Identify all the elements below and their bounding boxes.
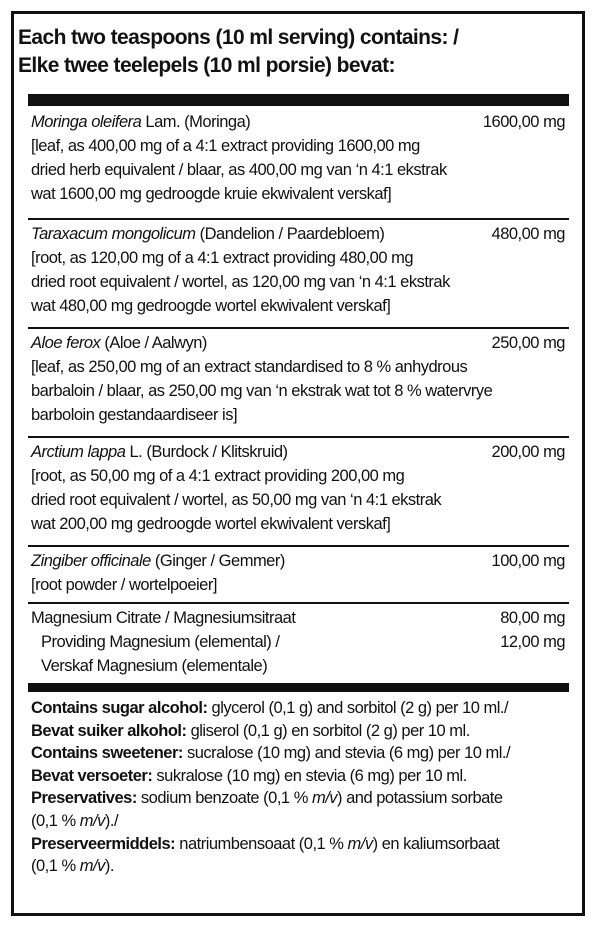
ingredient-detail: barbaloin / blaar, as 250,00 mg van ‘n ekstrak wat tot 8 % watervrye	[31, 382, 493, 400]
row-divider	[28, 218, 569, 220]
ingredient-sub-name: Providing Magnesium (elemental) /	[41, 633, 280, 651]
sugar-alcohol-en: Contains sugar alcohol: glycerol (0,1 g) and sorbitol (2 g) per 10 ml./	[31, 699, 509, 717]
ingredient-common-name: Lam. (Moringa)	[141, 113, 251, 131]
ingredient-zingiber	[31, 549, 569, 597]
ingredient-latin-name: Taraxacum mongolicum	[31, 225, 196, 243]
ingredient-detail: dried root equivalent / wortel, as 120,00 mg van ‘n 4:1 ekstrak	[31, 273, 450, 291]
ingredient-common-name: (Ginger / Gemmer)	[150, 552, 285, 570]
ingredient-detail: dried herb equivalent / blaar, as 400,00 mg van ‘n 4:1 ekstrak	[31, 161, 447, 179]
ingredient-detail: wat 480,00 mg gedroogde wortel ekwivalent verskaf]	[31, 297, 391, 315]
ingredient-arctium	[31, 440, 569, 536]
row-divider	[28, 545, 569, 547]
ingredient-detail: [root, as 120,00 mg of a 4:1 extract providing 480,00 mg	[31, 249, 413, 267]
preservatives-en: Preservatives: sodium benzoate (0,1 % m/v) and potassium sorbate	[31, 789, 503, 808]
ingredient-amount: 1600,00 mg	[482, 113, 565, 131]
ingredient-amount: 250,00 mg	[491, 334, 565, 352]
ingredient-detail: [root, as 50,00 mg of a 4:1 extract providing 200,00 mg	[31, 467, 405, 485]
ingredient-latin-name: Moringa oleifera	[31, 113, 142, 131]
ingredient-common-name: (Dandelion / Paardebloem)	[195, 225, 385, 243]
serving-heading	[18, 24, 558, 80]
row-divider	[28, 436, 569, 438]
ingredient-latin-name: Zingiber officinale	[31, 552, 151, 570]
ingredient-amount: 100,00 mg	[491, 552, 565, 570]
sweetener-af: Bevat versoeter: sukralose (10 mg) en stevia (6 mg) per 10 ml.	[31, 766, 467, 785]
ingredient-detail: [leaf, as 250,00 mg of an extract standardised to 8 % anhydrous	[31, 358, 468, 376]
ingredient-aloe	[31, 331, 569, 427]
ingredient-detail: wat 200,00 mg gedroogde wortel ekwivalent verskaf]	[31, 515, 391, 533]
row-divider	[28, 602, 569, 604]
ingredients-end-divider	[28, 683, 569, 692]
ingredient-detail: barboloin gestandaardiseer is]	[31, 406, 238, 424]
ingredient-sub-name: Verskaf Magnesium (elementale)	[41, 657, 268, 675]
ingredient-name: Magnesium Citrate / Magnesiumsitraat	[31, 609, 296, 627]
ingredient-detail: [leaf, as 400,00 mg of a 4:1 extract providing 1600,00 mg	[31, 137, 420, 155]
ingredient-latin-name: Arctium lappa	[31, 443, 126, 461]
ingredient-taraxacum	[31, 222, 569, 318]
sweetener-en: Contains sweetener: sucralose (10 mg) and stevia (6 mg) per 10 ml./	[31, 744, 511, 763]
ingredient-common-name: (Aloe / Aalwyn)	[100, 334, 207, 352]
ingredient-amount: 480,00 mg	[491, 225, 565, 243]
sugar-alcohol-af: Bevat suiker alkohol: gliserol (0,1 g) en sorbitol (2 g) per 10 ml.	[31, 721, 470, 740]
preservatives-en-cont: (0,1 % m/v)./	[31, 811, 119, 830]
ingredient-amount: 200,00 mg	[491, 443, 565, 461]
preservatives-af-cont: (0,1 % m/v).	[31, 857, 114, 876]
ingredient-detail: wat 1600,00 mg gedroogde kruie ekwivalent verskaf]	[31, 185, 392, 203]
heading-line-afrikaans: Elke twee teelepels (10 ml porsie) bevat:	[18, 54, 395, 77]
ingredient-sub-amount: 12,00 mg	[500, 633, 565, 651]
heading-divider	[28, 94, 569, 106]
ingredient-common-name: L. (Burdock / Klitskruid)	[125, 443, 288, 461]
ingredient-moringa	[31, 110, 569, 206]
ingredient-detail: dried root equivalent / wortel, as 50,00 mg van ‘n 4:1 ekstrak	[31, 491, 442, 509]
warnings-block	[31, 697, 571, 878]
ingredient-latin-name: Aloe ferox	[31, 334, 101, 352]
row-divider	[28, 327, 569, 329]
ingredient-magnesium	[31, 606, 569, 678]
ingredient-amount: 80,00 mg	[500, 609, 565, 627]
heading-line-english: Each two teaspoons (10 ml serving) contains: /	[18, 26, 459, 49]
ingredient-detail: [root powder / wortelpoeier]	[31, 576, 217, 594]
preservatives-af: Preserveermiddels: natriumbensoaat (0,1 % m/v) en kaliumsorbaat	[31, 834, 500, 853]
